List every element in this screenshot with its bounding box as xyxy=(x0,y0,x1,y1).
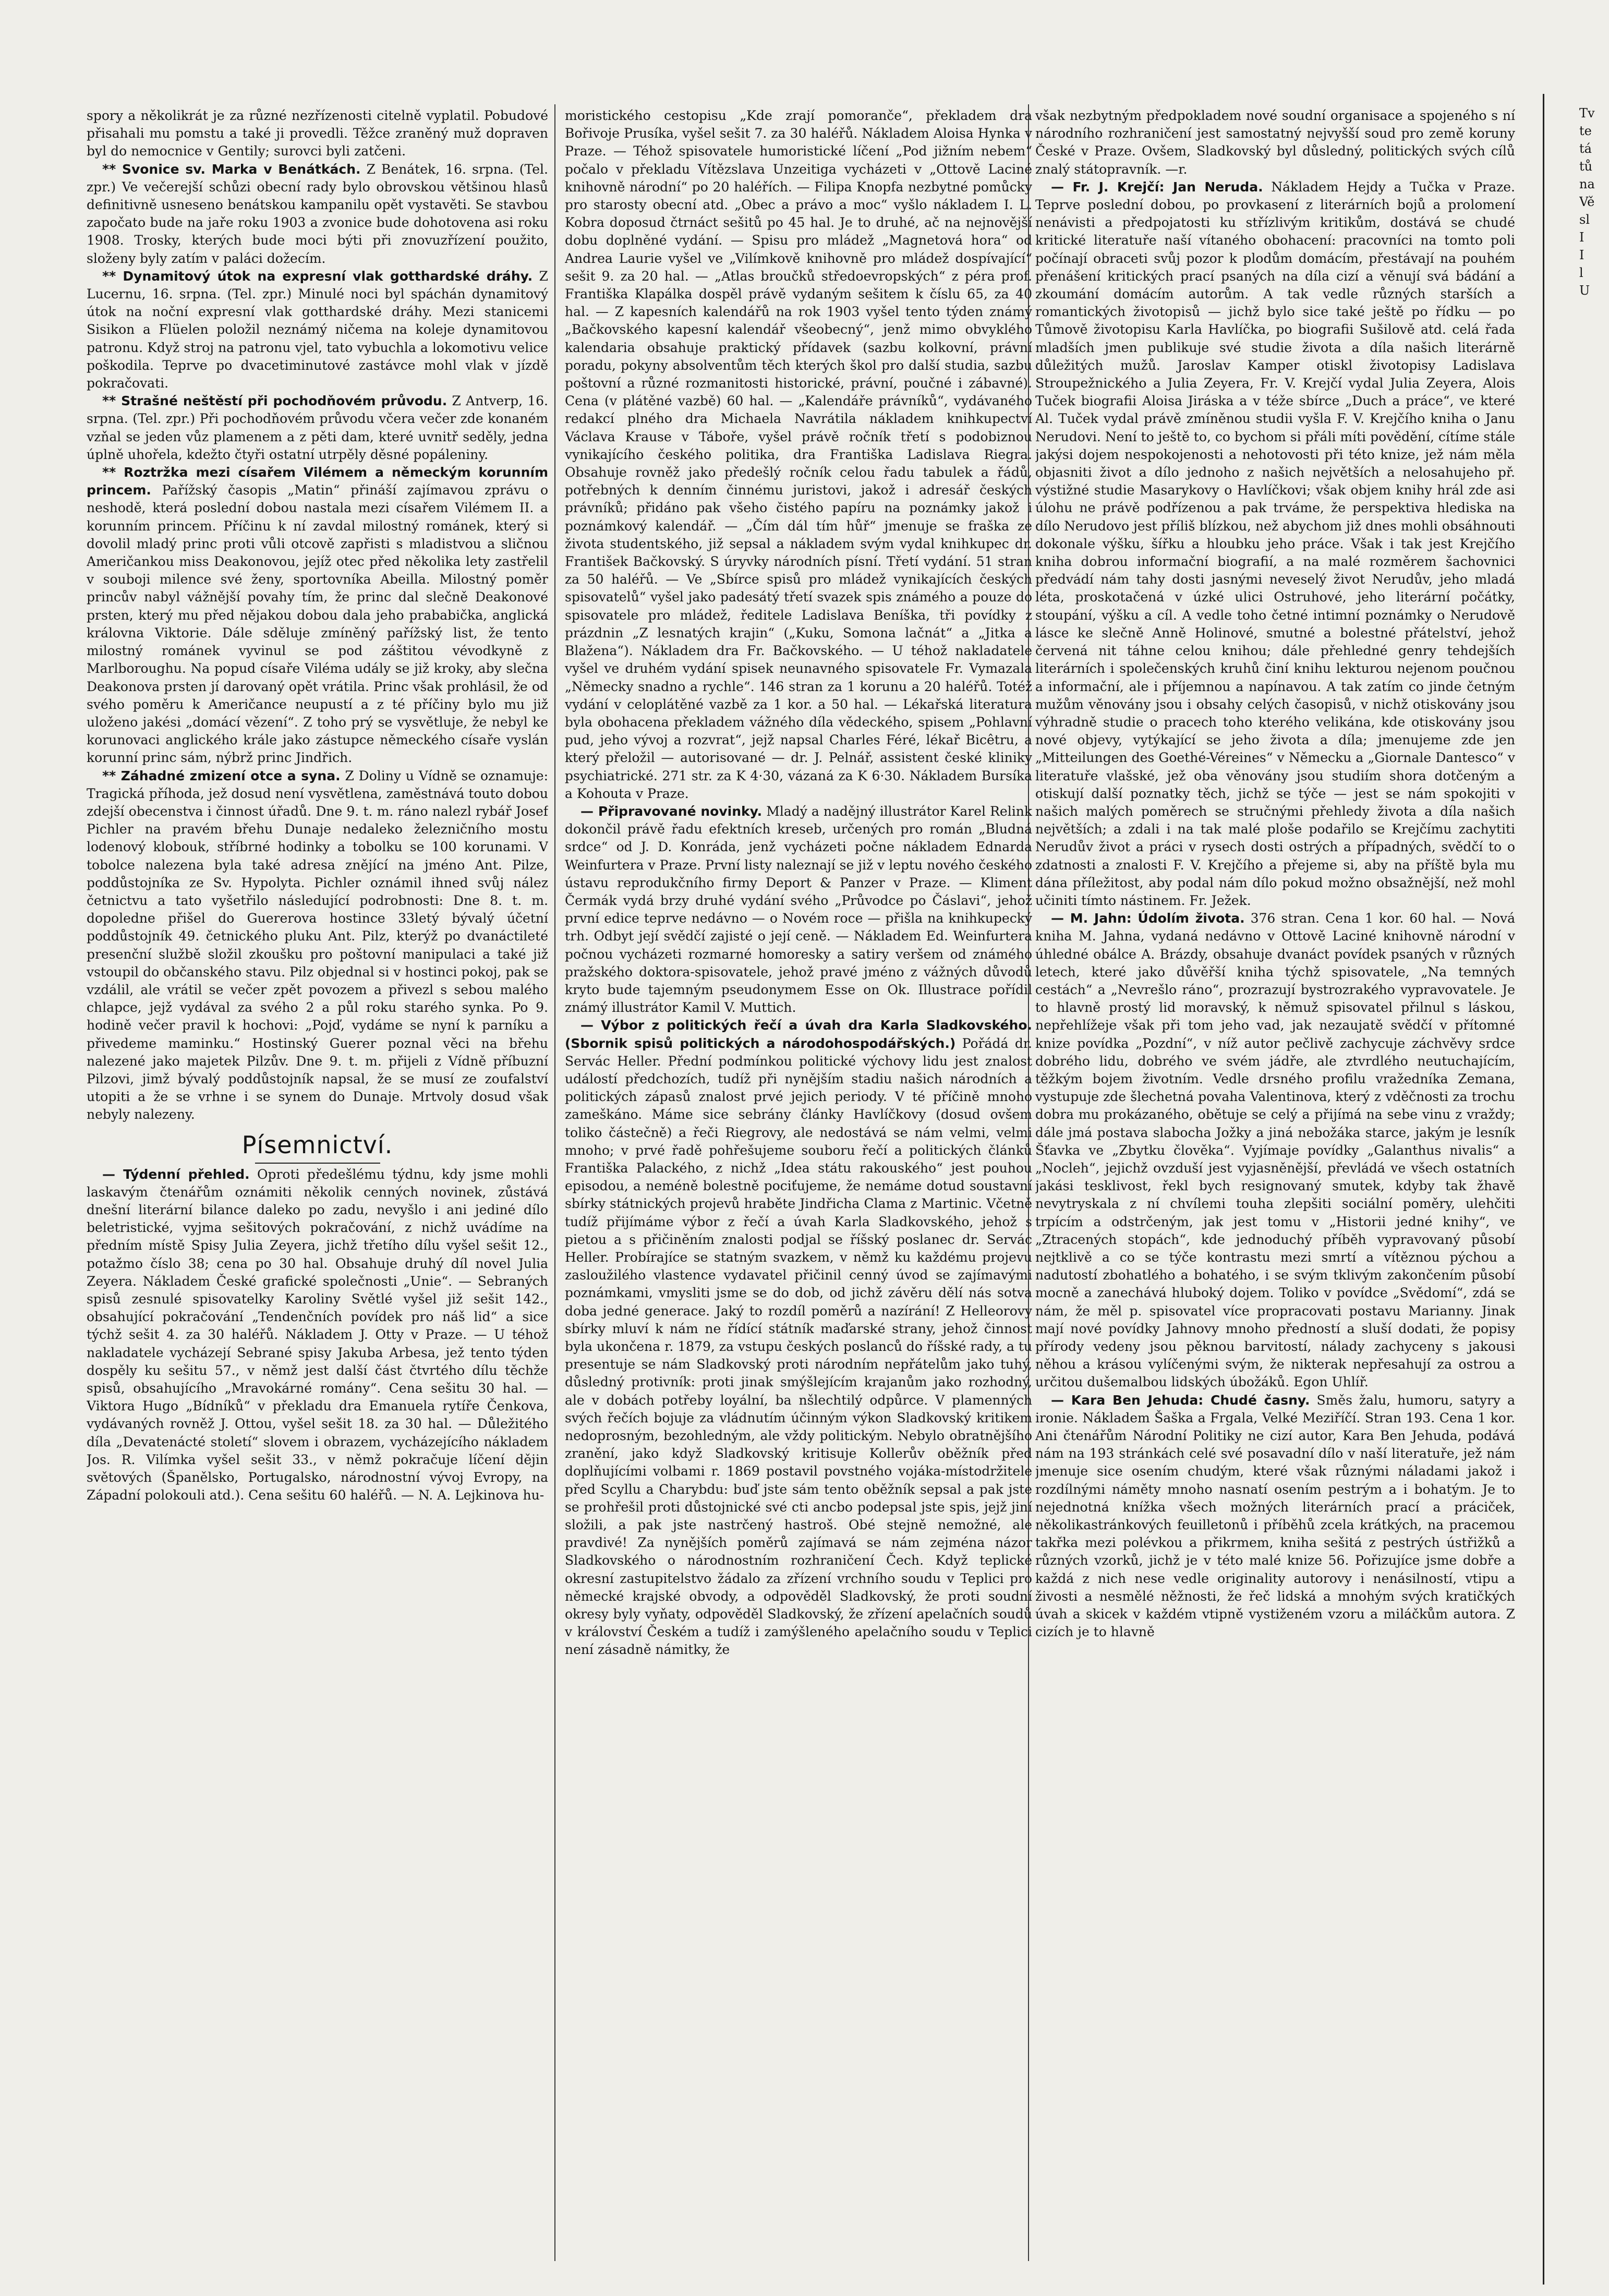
review-neruda xyxy=(1035,178,1515,910)
review-body: Oproti předešlému týdnu, kdy jsme mohli laskavým čtenářům oznámiti několik cenných novinek, zůstává dnešní literární bilance daleko po zadu, nevyšlo i ani jediné dílo beletristické, vyjma sešitových pokračování, z nichž uvádíme na předním místě Spisy Julia Zeyera, jichž třetího dílu vyšel sešit 12., potažmo číslo 38; cena po 30 hal. Obsahuje druhý díl novel Julia Zeyera. Nákladem České grafické společnosti „Unie“. — Sebraných spisů zesnulé spisovatelky Karoliny Světlé vyšel již sešit 142., obsahující pokračování „Tendenčních povídek pro náš lid“ a sice týchž sešit 4. za 30 haléřů. Nákladem J. Otty v Praze. — U téhož nakladatele vycházejí Sebrané spisy Jakuba Arbesa, jež tento týden dospěly ku sešitu 57., v němž jest další část čtvrtého dílu těchže spisů, obsahujícího „Mravokárné romány“. Cena sešitu 30 hal. — Viktora Hugo „Bídníků“ v překladu dra Emanuela rytíře Čenkova, vydávaných rovněž J. Ottou, vyšel sešit 18. za 30 hal. — Důležitého díla „Devatenácté století“ slovem i obrazem, vycházejícího nákladem Jos. R. Vilímka vyšel sešit 33., v němž pokračuje líčení dějin světových (Španělsko, Portugalsko, národnostní vývoj Evropy, na Západní polokouli atd.). Cena sešitu 60 haléřů. — N. A. Lejkinova hu- xyxy=(87,1166,548,1503)
news-item-benatky xyxy=(87,161,548,268)
text-column-1 xyxy=(87,107,548,2258)
fragment-line: U xyxy=(1579,283,1590,298)
review-heading: — Připravované novinky. xyxy=(580,803,763,819)
review-body: Mladý a nadějný illustrátor Karel Relink dokončil právě řadu efektních kreseb, určených pro román „Bludná srdce“ od J. D. Konráda, jenž vycházeti počne nákladem Ednarda Weinfurtera v Praze. První listy naleznají se již v leptu nového českého ústavu reprodukčního firmy Deport & Panzer v Praze. — Kliment Čermák vydá brzy druhé vydání svého „Průvodce po Čáslavi“, jehož první edice teprve nedávno — o Novém roce — přišla na knihkupecký trh. Odbyt její svědčí zajisté o její ceně. — Nákladem Ed. Weinfurtera počnou vycházeti rozmarné homoresky a satiry veršem od známého pražského doktora-spisovatele, jehož pravé jméno z vážných důvodů kryto bude tajemným pseudonymem Esse on Ok. Illustrace pořídil známý illustrátor Kamil V. Muttich. xyxy=(565,803,1032,1016)
page-edge-rule xyxy=(1543,94,1544,2285)
news-item-body: Z Antverp, 16. srpna. (Tel. zpr.) Při pochodňovém průvodu včera večer zde konaném vzňal se jeden vůz plamenem a z pěti dam, které uvnitř seděly, jedna úplně uhořela, kdežto čtyři ostatní utrpěly děsné popáleniny. xyxy=(87,393,548,462)
news-item-heading: ** Záhadné zmizení otce a syna. xyxy=(102,768,341,783)
fragment-line: na xyxy=(1579,177,1595,191)
fragment-line: l xyxy=(1579,265,1583,280)
review-heading: — Týdenní přehled. xyxy=(102,1166,250,1182)
column-rule xyxy=(554,104,555,2261)
fragment-line: I xyxy=(1579,230,1584,245)
review-continuation: moristického cestopisu „Kde zrají pomoranče“, překladem dra Bořivoje Prusíka, vyšel sešit 7. za 30 haléřů. Nákladem Aloisa Hynka v Praze. — Téhož spisovatele humoristické líčení „Pod jižním nebem“ počalo v překladu Vítězslava Unzeitiga vycházeti v „Ottově Laciné knihovně národní“ po 20 haléřích. — Filipa Knopfa nezbytné pomůcky pro starosty obecní atd. „Obec a právo a moc“ vyšlo nákladem I. L. Kobra doposud čtrnáct sešitů po 45 hal. Je to druhé, ač na nejnovější dobu doplněné vydání. — Spisu pro mládež „Magnetová hora“ od Andrea Laurie vyšel ve „Vilímkově knihovně pro mládež dospívající“ sešit 9. za 20 hal. — „Atlas broučků středoevropských“ z péra prof. Františka Klapálka dospěl právě vydaným sešitem k číslu 65, za 40 hal. — Z kapesních kalendářů na rok 1903 vyšel tento týden známý „Bačkovského kapesní kalendář všeobecný“, jenž mimo obvyklého kalendaria obsahuje praktický přídavek (sazbu kolkovní, právní poradu, pokyny absolventům těch kterých škol pro další studia, sazbu poštovní a různé rozmanitosti historické, právní, poučné i zábavné). Cena (v plátěné vazbě) 60 hal. — „Kalendáře právníků“, vydávaného redakcí plného dra Michaela Navrátila nákladem knihkupectví Václava Krause v Táboře, vyšel právě ročník třetí s podobiznou vynikajícího českého politika, dra Františka Ladislava Riegra. Obsahuje rovněž jako předešlý ročník celou řadu tabulek a řádů, potřebných k denním činnému juristovi, jakož i adresář českých právníků; přidáno pak všeho čistého papíru na poznámky jakož i poznámkový kalendář. — „Čím dál tím hůř“ jmenuje se fraška ze života studentského, již sepsal a nákladem svým vydal knihkupec dr. František Bačkovský. S úryvky národních písní. Třetí vydání. 51 stran za 50 haléřů. — Ve „Sbírce spisů pro mládež vynikajících českých spisovatelů“ vyšel jako padesátý třetí svazek spis známého a pouze do spisovatele pro mládež, ředitele Ladislava Beníška, tři povídky z prázdnin „Z lesnatých krajin“ („Kuku, Somona lačnát“ a „Jitka a Blažena“). Nákladem dra Fr. Bačkovského. — U téhož nakladatele vyšel ve druhém vydání spisek neunavného spisovatele Fr. Vymazala „Německy snadno a rychle“. 146 stran za 1 korunu a 20 haléřů. Totéž vydání v celoplátěné vazbě za 1 kor. a 50 hal. — Lékařská literatura byla obohacena překladem vážného díla vědeckého, spisem „Pohlavní pud, jeho vývoj a rozvrat“, jejž napsal Charles Féré, lékař Bicêtru, a který přeložil — autorisované — dr. J. Pelnář, assistent české kliniky psychiatrické. 271 str. za K 4·30, vázaná za K 6·30. Nákladem Bursíka a Kohouta v Praze. xyxy=(565,108,1032,801)
review-heading: — Výbor z politických řečí a úvah dra Karla Sladkovského. (Sbornik spisů politických a národohospodářských.) xyxy=(565,1018,1032,1051)
upcoming-books xyxy=(565,803,1032,1017)
fragment-line: tů xyxy=(1579,159,1593,174)
news-item-heading: ** Dynamitový útok na expresní vlak gotthardské dráhy. xyxy=(102,268,533,284)
review-jahn xyxy=(1035,910,1515,1391)
fragment-line: I xyxy=(1579,248,1584,262)
news-item-pilz xyxy=(87,767,548,1124)
review-kara-ben-jehuda xyxy=(1035,1392,1515,1641)
news-item-heading: ** Roztržka mezi císařem Vilémem a německým korunním princem. xyxy=(87,465,548,498)
adjacent-page-fragment xyxy=(1579,104,1609,417)
review-sladkovsky xyxy=(565,1017,1032,1659)
review-continuation: však nezbytným předpokladem nové soudní organisace a spojeného s ní národního rozhraničení jest samostatný nejvyšší soud pro země koruny České v Praze. Ovšem, Sladkovský byl důsledný, politických svých cílů znalý státopravník. —r. xyxy=(1035,108,1515,177)
review-body: Směs žalu, humoru, satyry a ironie. Nákladem Šaška a Frgala, Velké Meziříčí. Stran 193. Cena 1 kor. Ani čtenářům Národní Politiky ne cizí autor, Kara Ben Jehuda, podává nám na 193 stránkách celé své posavadní dílo v naší literatuře, jež nám jmenuje sice osením chudým, které však různými náladami jakož i rozdílnými náměty mnoho nasnatí osením pestrým a i bohatým. Je to nejednotná knížka všech možných literárních prací a práciček, několikastránkových feuilletonů i příběhů zcela krátkých, na pracemou takřka mezi polévkou a přikrmem, kniha sešitá z pestrých ústřižků a různých vzorků, jichž je v této malé knize 56. Pořizujíce jsme dobře a každá z nich nese vedle originality autorovy i nenásilností, vtipu a živosti a nesmělé něžnosti, že řeč lidská a mnohým svých kratičkých úvah a skicek v každém vtipně vystiženém vzoru a miláčkům autora. Z cizích je to hlavně xyxy=(1035,1392,1515,1640)
review-body: Nákladem Hejdy a Tučka v Praze. Teprve poslední dobou, po provkasení z literárních bojů a prolomení nenávisti a předpojatosti ku střízlivým kritikům, dostává se chudé kritické literatuře naší vítaného obohacení: pracovníci na tomto poli počínají obraceti svůj pozor k plodům domácím, přestávají na pouhém přenášení kritických prací psaných na díla cizí a věnují svá bádání a zkoumání domácím autorům. A tak vedle různých starších a romantických životopisů — jichž bylo sice také ještě po řídku — po Tůmově životopisu Karla Havlíčka, po biografii Sušilově atd. celá řada mladších jmen publikuje své studie života a díla našich literárně důležitých mužů. Jaroslav Kamper otiskl životopisy Ladislava Stroupežnického a Julia Zeyera, Fr. V. Krejčí vydal Julia Zeyera, Alois Tuček biografii Aloisa Jiráska a v téže sbírce „Duch a práce“, ve které Al. Tuček vydal právě zmíněnou studii vyšla F. V. Krejčího kniha o Janu Nerudovi. Není to ještě to, co bychom si přáli míti povědění, cítíme stále jakýsi dojem nespokojenosti a nehotovosti při této knize, jež nám měla objasniti život a dílo jednoho z našich největších a nelosahujeho př. výstižné studie Masarykovy o Havlíčkovi; však objem knihy hrál zde asi úlohu ne právě podřízenou a pak trváme, že perspektiva hlediska na dílo Nerudovo jest příliš blízkou, než abychom již dnes mohli obsáhnouti dokonale výšku, šířku a hloubku jeho práce. Však i tak jest Krejčího kniha dobrou informační biografií, a na malé rozměrem šachovnici předvádí nám tahy dosti jasnými neveselý život Nerudův, jeho mladá léta, proskotačená v úzké ulici Ostruhové, jeho literární počátky, stoupání, výšku a cíl. A vedle toho četné intimní poznámky o Nerudově lásce ke slečně Anně Holinové, smutné a bolestné přátelství, jehož červená nit táhne celou knihou; dále přehledné genry tehdejších literárních i společenských kruhů činí knihu lekturou nejenom poučnou a informační, ale i příjemnou a napínavou. A tak zatím co jinde četným mužům věnovány jsou i obsahy celých časopisů, v nichž otiskovány jsou výhradně studie o pracech toho kterého velikána, kde otiskovány jsou nové objevy, vytýkající se jeho života a díla; jmenujeme zde jen „Mitteilungen des Goethé-Véreines“ v Německu a „Giornale Dantesco“ v literatuře vlašské, jež oba věnovány jsou studiím shora dotčeným a otiskují další poznatky těch, jichž se týče — jest se nám spokojiti v našich malých poměrech se stručnými přehledy života a díla našich největších; a zdali i na tak malé ploše podařilo se Krejčímu zachytiti Nerudův život a práci v rysech dosti ostrých a případných, svědčí to o zdatnosti a znalosti F. V. Krejčího a přejeme si, aby na příště byla mu dána příležitost, aby podal nám dílo pokud možno obsažnější, než mohl učiniti tímto nástinem. Fr. Ježek. xyxy=(1035,179,1515,908)
review-body: 376 stran. Cena 1 kor. 60 hal. — Nová kniha M. Jahna, vydaná nedávno v Ottově Laciné knihovně národní v úhledné obálce A. Brázdy, obsahuje dvanáct povídek psaných v různých letech, které jako důvěřší kniha týchž spisovatele, „Na temných cestách“ a „Nevrešlo ráno“, prozrazují bystrozrakého vypravovatele. Je to hlavně prostý lid moravský, k němuž spisovatel přilnul s láskou, nepřehlížeje však při tom jeho vad, jak nezaujatě svědčí v přítomné knize povídka „Pozdní“, v níž autor pečlivě zachycuje záchvěvy srdce dobrého lidu, dobrého ve svém jádře, ale ztvrdlého neutuchajícím, těžkým bojem životním. Vedle drsného profilu vražedníka Zemana, vystupuje zde šlechetná povaha Valentinova, který z vděčnosti za trochu dobra mu prokázaného, obětuje se celý a přijímá na sebe vinu z vraždy; dále jmá postava slabocha Jožky a jiná nebožáka starce, jakým je lesník Šťavka ve „Zbytku člověka“. Vyjímaje povídky „Galanthus nivalis“ a „Nocleh“, jejichž ovzduší jest vyjasněnější, převládá ve všech ostatních jakási tesklivost, řekl bych resignovaný smutek, kdyby tak žhavě nevytryskala z ní chvílemi touha zlepšiti sociální poměry, ulehčiti trpícím a odstrčeným, jak jest tomu v „Historii jedné knihy“, ve „Ztracených stopách“, kde jednoduchý příběh vypravovaný působí nejtklivě a co se týče kontrastu mezi smrtí a vítěznou pýchou a nadutostí zbohatlého a bohatého, i se svým tklivým zakončením působí mocně a zanechává hluboký dojem. Toliko v povídce „Svědomí“, zdá se nám, že měl p. spisovatel více propracovati postavu Marianny. Jinak mají nové povídky Jahnovy mnoho předností a sluší dodati, že popisy přírody vedeny jsou pěknou barvitostí, nálady zachyceny s jakousi něhou a krásou vylíčenými svým, že nikterak nepřesahují za ostrou a určitou dušemalbou lidských úbožáků. Egon Uhlíř. xyxy=(1035,911,1515,1390)
news-item-heading: ** Strašné neštěstí při pochodňovém průvodu. xyxy=(102,393,447,409)
news-item-vilem xyxy=(87,464,548,767)
text-column-3 xyxy=(1035,107,1515,2258)
literature-review xyxy=(87,1166,548,1505)
news-item-body: Pařížský časopis „Matin“ přináší zajímavou zprávu o neshodě, která poslední dobou nastala mezi císařem Vilémem II. a korunním princem. Příčinu k ní zavdal milostný románek, který si dovolil mladý princ proti vůli otcově zapřisti s mladistvou a sličnou Američankou miss Deakonovou, jejíž otec před několika lety zastřelil v souboji milence své ženy, sportovníka Abeilla. Milostný poměr princův nabyl vážnější povahy tím, že princ dal slečně Deakonové prsten, který mu před nějakou dobou dala jeho prababička, anglická královna Viktorie. Dále sděluje zmíněný pařížský list, že tento milostný románek vyvinul se pod záštitou vévodkyně z Marlboroughu. Na popud císaře Viléma udály se již kroky, aby slečna Deakonova prsten jí darovaný opět vrátila. Princ však prohlásil, že od svého poměru k Američance neupustí a z té příčiny bylo mu již uloženo jakési „domácí vězení“. Z toho prý se vysvětluje, že nebyl ke korunovaci anglického krále jako zástupce německého císaře vyslán korunní princ sám, nýbrž princ Jindřich. xyxy=(87,482,548,766)
review-heading: — M. Jahn: Údolím života. xyxy=(1051,911,1245,926)
news-item-body: Z Lucernu, 16. srpna. (Tel. zpr.) Minulé noci byl spáchán dynamitový útok na noční expresní vlak gotthardské dráhy. Mezi stanicemi Sisikon a Flüelen položil neznámý ničema na koleje dynamitovou patronu. Když stroj na patronu vjel, tato vybuchla a lokomotivu velice poškodila. Teprve po dvacetiminutové zastávce mohl vlak v jízdě pokračovati. xyxy=(87,268,548,391)
fragment-line: Tv xyxy=(1579,106,1595,120)
review-body: Pořádá dr. Servác Heller. Přední podmínkou politické výchovy lidu jest znalost událostí předchozích, tudíž při nynějším stadiu našich národních a politických zápasů znalost prvé jejich periody. V té příčině mnoho zameškáno. Máme sice sebrány články Havlíčkovy (dosud ovšem toliko částečně) a řeči Riegrovy, ale nedostává se nám velmi, velmi mnoho; v prvé řadě pohřešujeme souboru řečí a politických článků Františka Palackého, z nichž „Idea státu rakouského“ jest pouhou episodou, a neméně bolestně pociťujeme, že nemáme dotud soustavní sbírky státnických projevů hraběte Jindřicha Clama z Martinic. Včetně tudíž přijímáme výbor z řečí a úvah Karla Sladkovského, jehož s pietou a s přičiněním znalosti podjal se říšský poslanec dr. Servác Heller. Probírajíce se statným svazkem, v němž ku každému projevu zasloužilého vlastence vydavatel přičinil cenný úvod se zajímavými poznámkami, vmysliti jsme se do dob, od jichž závěru dělí nás sotva doba jedné generace. Jaký to rozdíl poměrů a nazírání! Z Helleorovy sbírky mluví k nám ne řídící státník maďarské strany, jehož činnost byla ukončena r. 1879, za vstupu českých poslanců do říšské rady, a tu presentuje se nám Sladkovský proti národním nepřátelům jako tuhý, důsledný protivník: proti jinak smýšlejícím krajanům jako rozhodný, ale v dobách potřeby loyální, ba nšlechtilý odpůrce. V plamenných svých řečích bojuje za vládnutím účinným výkon Sladkovský kritikem nedoprosným, bezohledným, ale vždy politickým. Nebylo obratnějšího zranění, jako když Sladkovský kritisuje Kollerův oběžník před doplňujícími volbami r. 1869 postavil povstného vojáka-místodržitele před Scyllu a Charybdu: buď jste sám tento oběžník sepsal a pak jste se prohřešil proti důstojnické své cti ancbo podepsal jste spis, jejž jiní složili, a pak jste nastrčený hastroš. Obé stejně nemožné, ale pravdivé! Za nynějších poměrů zajímavá se nám zejména názor Sladkovského o národnostním rozhraničení Čech. Když teplické okresní zastupitelstvo žádalo za zřízení vrchního soudu v Teplici pro německé krajské obvody, a odpověděl Sladkovský, že proti soudní okresy byly vyňaty, odpověděl Sladkovský, že zřízení apelačních soudů v království Českém a tudíž i zamýšleného apelačního soudu v Teplici není zásadně námitky, že xyxy=(565,1035,1032,1658)
news-item-heading: ** Svonice sv. Marka v Benátkách. xyxy=(102,161,361,177)
article-continuation: spory a několikrát je za různé nezřízenosti citelně vyplatil. Pobudové přisahali mu pomstu a také ji provedli. Těžce zraněný muž dopraven byl do nemocnice v Gentily; surovci byli zatčeni. xyxy=(87,108,548,159)
fragment-line: tá xyxy=(1579,141,1592,156)
text-column-2 xyxy=(565,107,1032,2258)
news-item-antverpy xyxy=(87,392,548,464)
review-heading: — Fr. J. Krejčí: Jan Neruda. xyxy=(1051,179,1263,195)
news-item-gotthard xyxy=(87,268,548,392)
fragment-line: Vě xyxy=(1579,195,1595,209)
news-item-body: Z Doliny u Vídně se oznamuje: Tragická příhoda, jež dosud není vysvětlena, zaměstnává touto dobou zdejší obecenstva i činnost úřadů. Dne 9. t. m. ráno nalezl rybář Josef Pichler na pravém břehu Dunaje nedaleko železničního mostu lodenový klobouk, stříbrné hodinky a tobolku se 100 korunami. V tobolce nalezena byla také adresa znějící na jméno Ant. Pilze, poddůstojníka ze Sv. Hypolyta. Pichler oznámil ihned svůj nález četnictvu a tato vyšetřilo následující podrobnosti: Dne 8. t. m. dopoledne přišel do Guererova hostince 33letý bývalý účetní poddůstojník 49. četnického pluku Ant. Pilz, kterýž po dvanáctileté presenční službě složil zkoušku pro poštovní manipulaci a také již vstoupil do občanského stavu. Pilz objednal si v hostinci pokoj, pak se vzdálil, ale vrátil se večer zpět povozem a přivezl s sebou malého chlapce, jejž vydával za svého 2 a půl roku starého synka. Po 9. hodině večer pravil k hochovi: „Pojď, vydáme se nyní k parníku a přivedeme maminku.“ Hostinský Guerer poznal věci na břehu nalezené jako majetek Pilzův. Dne 9. t. m. přijeli z Vídně příbuzní Pilzovi, jimž bývalý poddůstojník napsal, že se musí ze zoufalství utopiti a že se vrhne i se synem do Dunaje. Mrtvoly dosud však nebyly nalezeny. xyxy=(87,768,548,1122)
section-rule xyxy=(255,1163,380,1164)
fragment-line: te xyxy=(1579,124,1592,138)
review-heading: — Kara Ben Jehuda: Chudé časny. xyxy=(1051,1392,1310,1408)
section-title: Písemnictví. xyxy=(241,1130,393,1159)
news-item-body: Z Benátek, 16. srpna. (Tel. zpr.) Ve večerejší schůzi obecní rady bylo obrovskou většinou hlasů definitivně usneseno benátskou kampanilu opět vystavěti. Se stavbou započato bude na jaře roku 1903 a zvonice bude dohotovena asi roku 1908. Trosky, kterých bude moci býti při znovuzřízení použito, složeny byly zatím v paláci dožecím. xyxy=(87,161,548,266)
fragment-line: sl xyxy=(1579,212,1590,227)
